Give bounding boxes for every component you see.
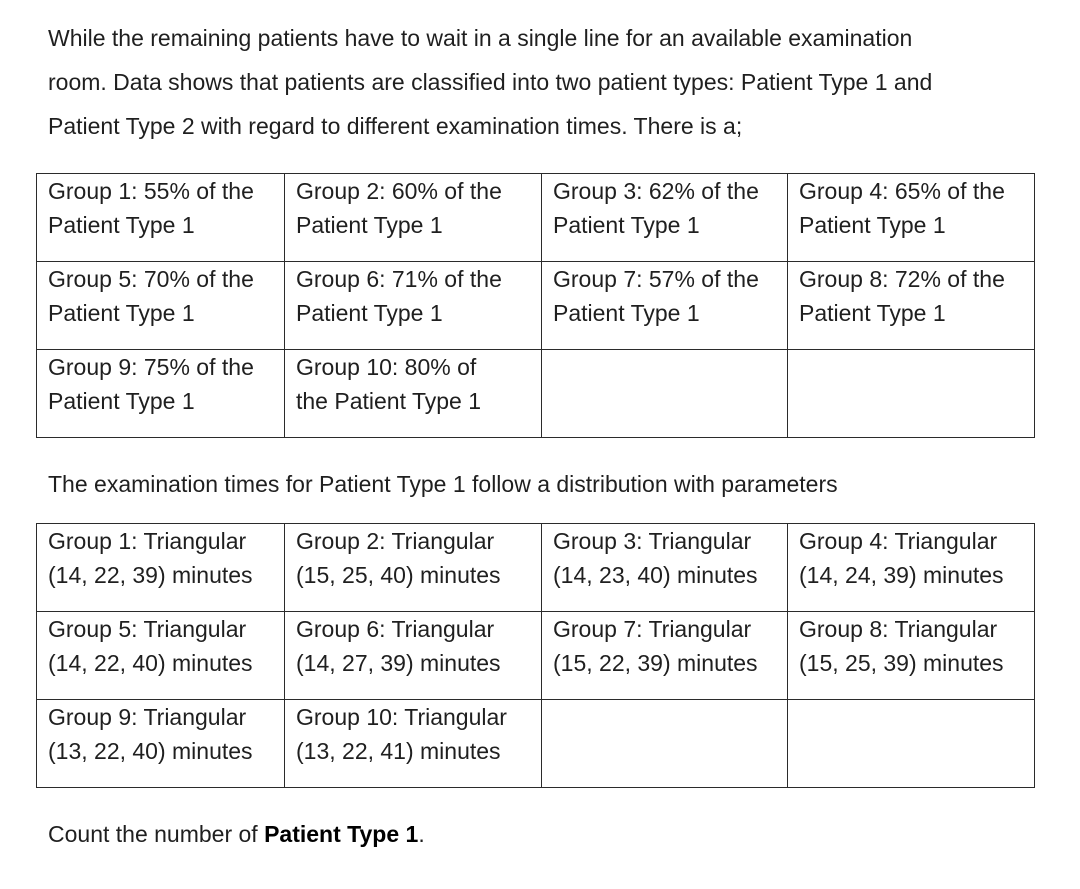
empty-table-cell: [788, 350, 1035, 438]
cell-line: (14, 24, 39) minutes: [799, 562, 1004, 588]
table-cell: [37, 700, 285, 788]
cell-line: Patient Type 1: [48, 388, 195, 414]
cell-line: (14, 23, 40) minutes: [553, 562, 758, 588]
intro-line: Patient Type 2 with regard to different examination times. There is a;: [48, 113, 743, 139]
empty-table-cell: [542, 700, 788, 788]
cell-line: (15, 22, 39) minutes: [553, 650, 758, 676]
table-cell: [37, 612, 285, 700]
table-cell: [285, 262, 542, 350]
table-row: [37, 262, 1035, 350]
intro-line: While the remaining patients have to wait in a single line for an available examination: [48, 25, 913, 51]
table-cell: [285, 174, 542, 262]
examination-time-table: [36, 523, 1035, 788]
cell-line: Group 1: 55% of the: [48, 178, 254, 204]
cell-line: Group 9: 75% of the: [48, 354, 254, 380]
table-cell: [37, 524, 285, 612]
cell-line: Group 9: Triangular: [48, 704, 247, 730]
cell-line: Patient Type 1: [553, 212, 700, 238]
question-emphasis: Patient Type 1: [264, 821, 419, 847]
cell-line: (14, 27, 39) minutes: [296, 650, 501, 676]
cell-line: Group 7: Triangular: [553, 616, 752, 642]
cell-line: Patient Type 1: [48, 212, 195, 238]
empty-table-cell: [788, 700, 1035, 788]
cell-line: (14, 22, 39) minutes: [48, 562, 253, 588]
cell-line: Patient Type 1: [553, 300, 700, 326]
empty-table-cell: [542, 350, 788, 438]
cell-line: Group 5: Triangular: [48, 616, 247, 642]
table-cell: [37, 262, 285, 350]
cell-line: Group 10: 80% of: [296, 354, 477, 380]
cell-line: Group 2: 60% of the: [296, 178, 502, 204]
table-row: [37, 612, 1035, 700]
cell-line: Group 8: Triangular: [799, 616, 998, 642]
cell-line: Patient Type 1: [296, 212, 443, 238]
question-prefix: Count the number of: [48, 821, 265, 847]
table-cell: [285, 524, 542, 612]
table-row: [37, 174, 1035, 262]
table-row: [37, 350, 1035, 438]
table-row: [37, 700, 1035, 788]
cell-line: Group 4: Triangular: [799, 528, 998, 554]
patient-type-percentage-table: [36, 173, 1035, 438]
cell-line: Group 4: 65% of the: [799, 178, 1005, 204]
cell-line: Patient Type 1: [799, 300, 946, 326]
cell-line: Group 6: 71% of the: [296, 266, 502, 292]
table-cell: [788, 262, 1035, 350]
distribution-intro-text: The examination times for Patient Type 1 follow a distribution with parameters: [48, 471, 838, 497]
table-cell: [788, 174, 1035, 262]
question-suffix: .: [418, 821, 425, 847]
table-cell: [542, 262, 788, 350]
intro-line: room. Data shows that patients are classified into two patient types: Patient Type 1 and: [48, 69, 933, 95]
cell-line: the Patient Type 1: [296, 388, 481, 414]
table-row: [37, 524, 1035, 612]
cell-line: (13, 22, 41) minutes: [296, 738, 501, 764]
cell-line: Group 7: 57% of the: [553, 266, 759, 292]
table-cell: [542, 174, 788, 262]
table-cell: [788, 524, 1035, 612]
table-cell: [285, 350, 542, 438]
cell-line: Group 6: Triangular: [296, 616, 495, 642]
table-cell: [285, 700, 542, 788]
cell-line: Patient Type 1: [296, 300, 443, 326]
cell-line: (14, 22, 40) minutes: [48, 650, 253, 676]
intro-paragraph: [48, 16, 1048, 148]
cell-line: Group 10: Triangular: [296, 704, 507, 730]
cell-line: (15, 25, 40) minutes: [296, 562, 501, 588]
cell-line: Group 1: Triangular: [48, 528, 247, 554]
cell-line: (15, 25, 39) minutes: [799, 650, 1004, 676]
cell-line: Group 2: Triangular: [296, 528, 495, 554]
cell-line: Group 8: 72% of the: [799, 266, 1005, 292]
table-cell: [285, 612, 542, 700]
cell-line: Group 3: 62% of the: [553, 178, 759, 204]
table-cell: [542, 612, 788, 700]
cell-line: Patient Type 1: [799, 212, 946, 238]
table-cell: [37, 350, 285, 438]
cell-line: Patient Type 1: [48, 300, 195, 326]
table-cell: [542, 524, 788, 612]
table-cell: [37, 174, 285, 262]
cell-line: (13, 22, 40) minutes: [48, 738, 253, 764]
cell-line: Group 5: 70% of the: [48, 266, 254, 292]
cell-line: Group 3: Triangular: [553, 528, 752, 554]
question-text: [48, 816, 425, 852]
table-cell: [788, 612, 1035, 700]
